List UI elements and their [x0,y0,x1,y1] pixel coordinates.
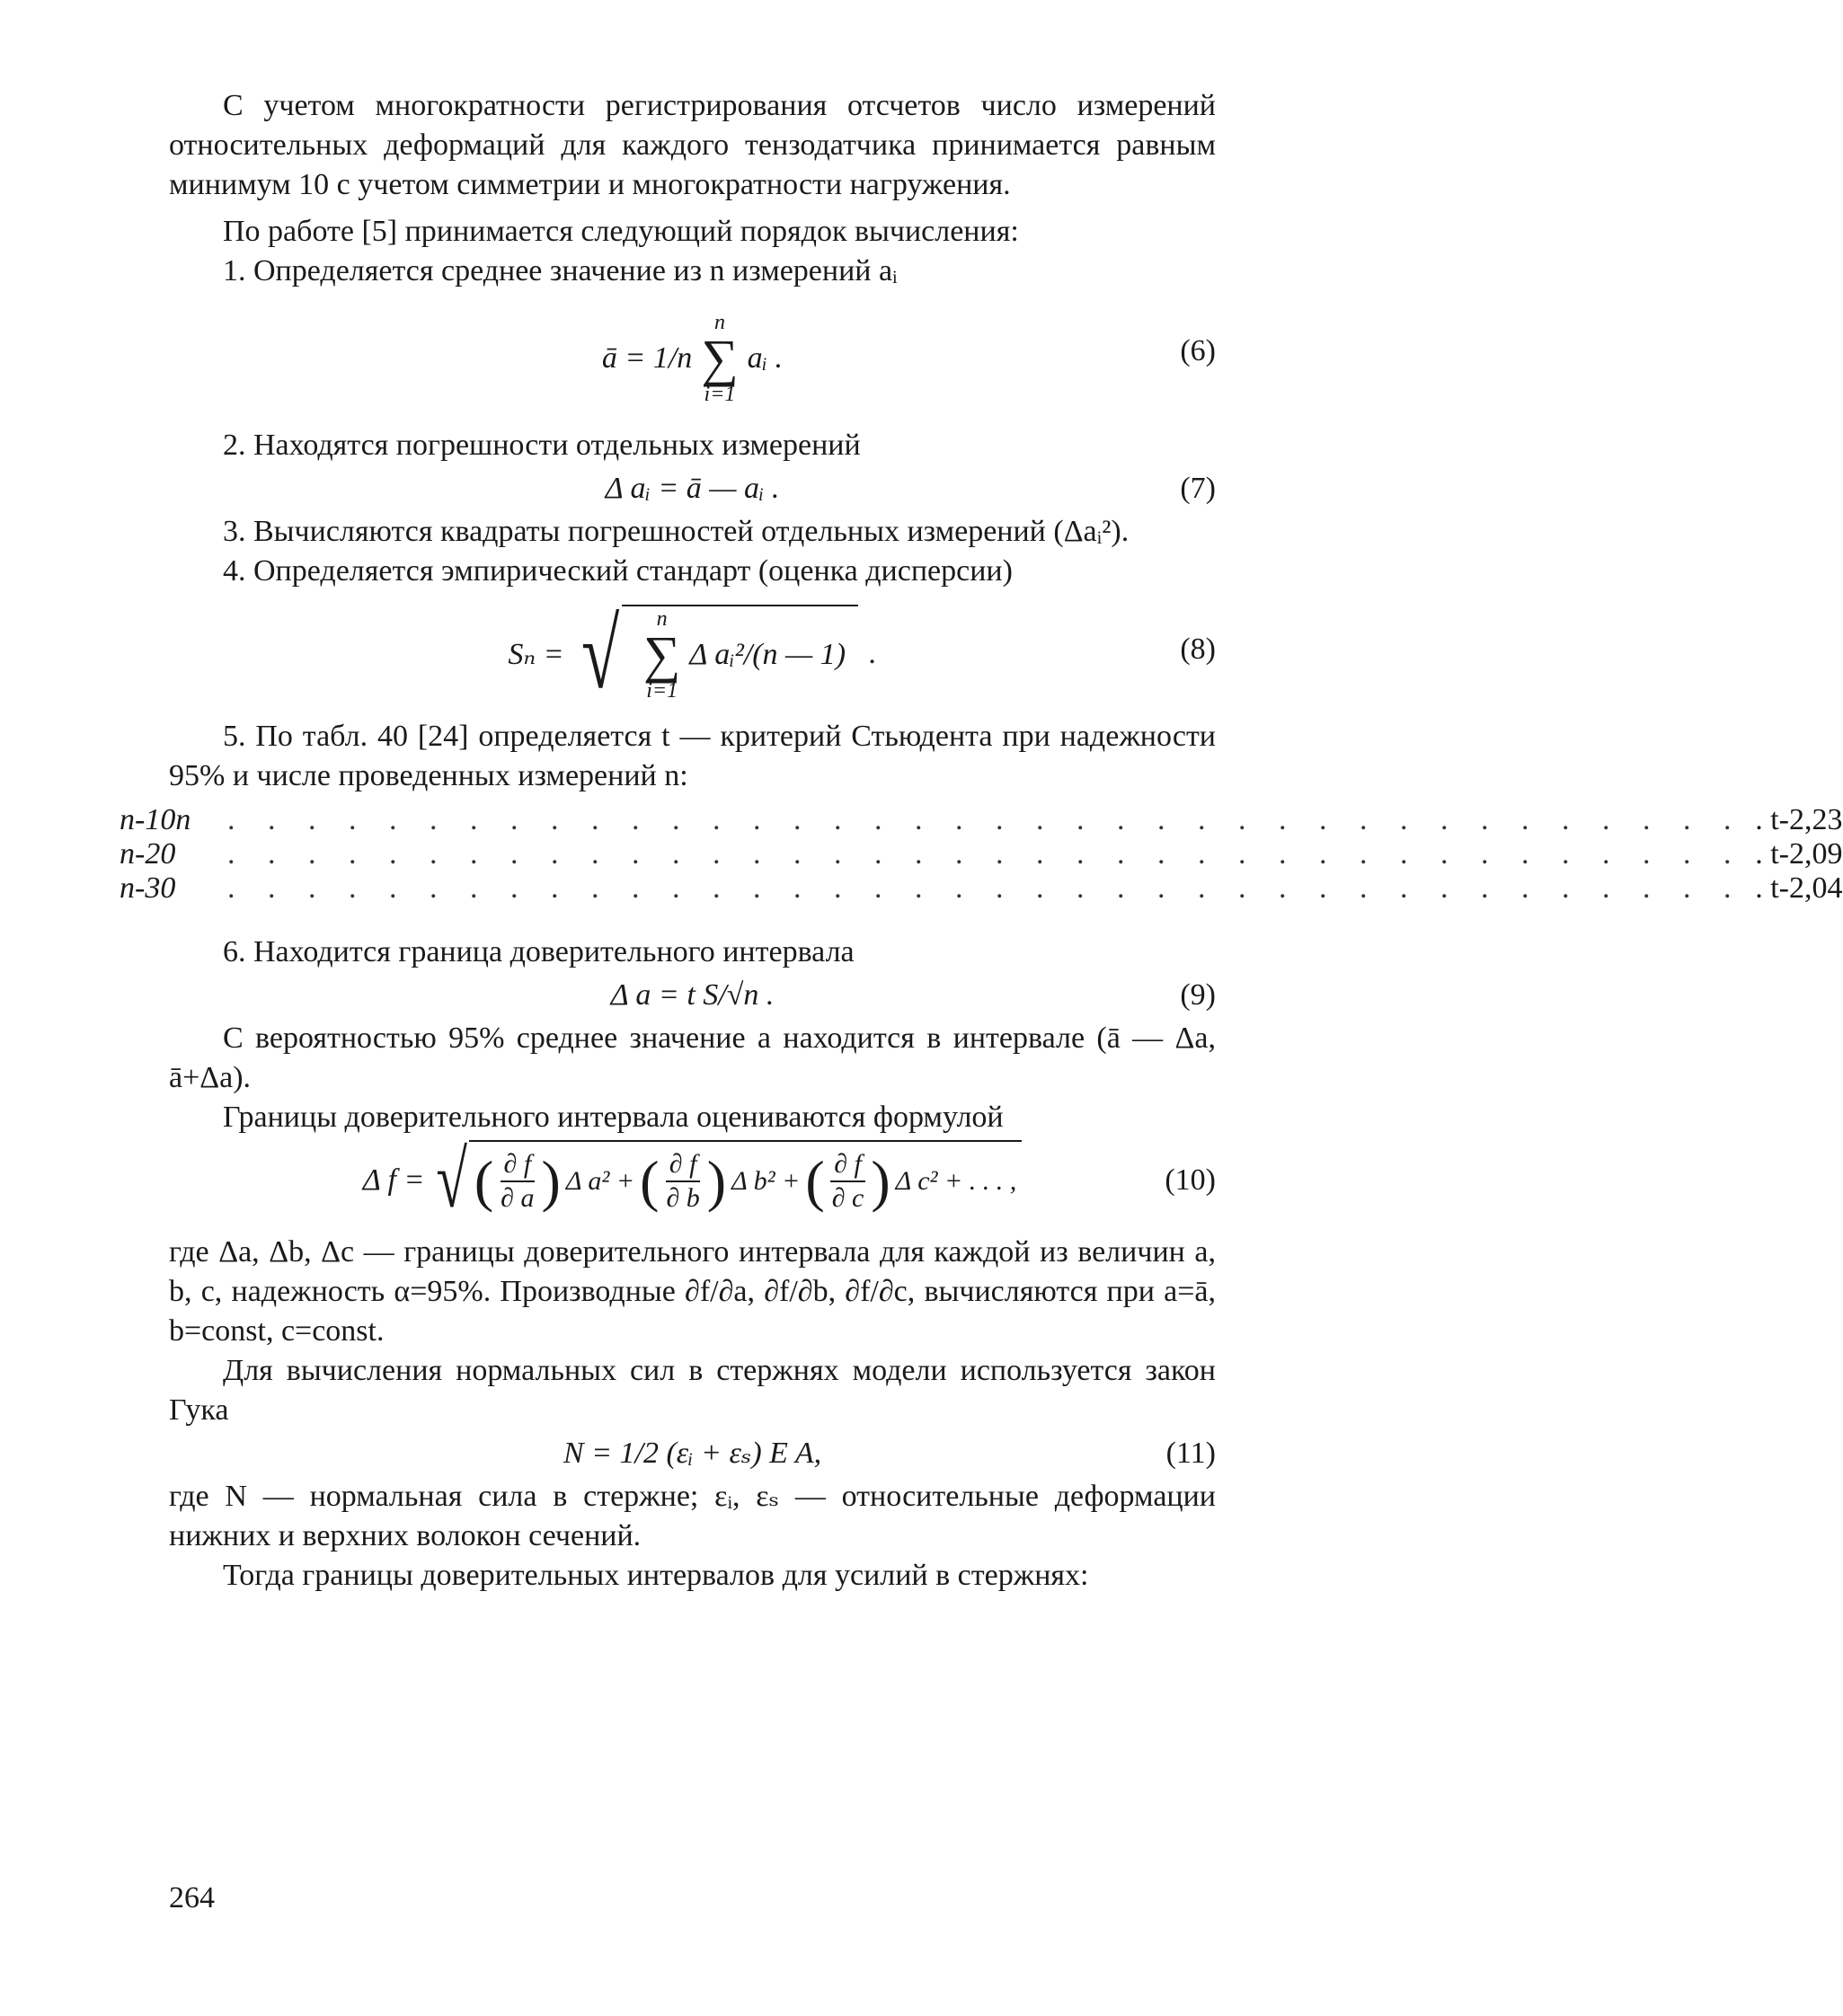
step-3: 3. Вычисляются квадраты погрешностей отдельных измерений (Δaᵢ²). [223,515,1130,548]
step-1: 1. Определяется среднее значение из n измерений aᵢ [223,254,898,287]
paragraph-method: По работе [5] принимается следующий порядок вычисления: [223,215,1019,248]
eq7-body: Δ aᵢ = ā — aᵢ . [605,472,780,505]
numerator: ∂ f [666,1148,701,1182]
table-row: n-30 . . . . . . . . . . . . . . . . . . . . . . . . . . . . . . . . . . . . . . . t-2,04 [120,871,1843,905]
denominator: ∂ c [831,1183,864,1213]
page-number: 264 [169,1881,215,1914]
fraction [828,1148,868,1215]
student-t-table [120,803,1843,906]
paragraph-hooke: Для вычисления нормальных сил в стержнях модели используется закон Гука [169,1354,1216,1427]
sum-symbol: n ∑ i=1 [643,607,681,703]
eq6-term: aᵢ . [747,341,784,375]
row-label: n-10n [120,803,191,836]
eq9-body: Δ a = t S/√n . [610,978,775,1012]
equation-7 [169,465,1216,512]
sum-lower-limit: i=1 [704,383,736,406]
square-root: √ ( $\frac{\partial f}{\partial a}$ ) Δ a² + ( $\frac{\partial f}{\partial b}$ ) Δ b² + ( $\frac{\partial f}{\partial c}$ ) Δ c² + . . . , [430,1140,1022,1221]
eq8-tail: . [869,637,877,670]
sum-symbol: n ∑ i=1 [701,311,739,406]
sum-upper-limit: n [656,607,668,631]
equation-number: (9) [1180,978,1216,1012]
numerator: ∂ f [501,1148,536,1182]
equation-11 [169,1430,1216,1477]
equation-number: (10) [1165,1163,1216,1197]
paragraph-last: Тогда границы доверительных интервалов для усилий в стержнях: [223,1559,1089,1592]
eq10-term-a: Δ a² + [565,1166,635,1196]
row-label: n-20 [120,837,176,871]
paragraph-probability: С вероятностью 95% среднее значение a находится в интервале (ā — Δa, ā+Δa). [169,1021,1216,1094]
equation-6 [169,291,1216,426]
step-4: 4. Определяется эмпирический стандарт (оценка дисперсии) [223,554,1013,588]
paragraph-intro: С учетом многократности регистрирования отсчетов число измерений относительных деформаций для каждого тензодатчика принимается равным минимум 10 с учетом симметрии и многократности нагружения. [169,89,1216,201]
paragraph-where-2: где N — нормальная сила в стержне; εᵢ, εₛ — относительные деформации нижних и верхних волокон сечений. [169,1480,1216,1552]
eq11-body: N = 1/2 (εᵢ + εₛ) E A, [563,1437,822,1470]
eq8-term: Δ aᵢ²/(n — 1) [689,638,846,671]
step-2: 2. Находятся погрешности отдельных измерений [223,429,861,462]
row-value: . t-2,23 [1755,803,1843,836]
table-row: n-10n . . . . . . . . . . . . . . . . . . . . . . . . . . . . . . . . . . . . . . . t-2,23 [120,803,1843,836]
row-value: . t-2,09 [1755,837,1843,871]
equation-number: (8) [1180,632,1216,666]
row-label: n-30 [120,871,176,905]
equation-9 [169,972,1216,1019]
numerator: ∂ f [830,1148,865,1182]
equation-8 [169,591,1216,717]
paragraph-where-1: где Δa, Δb, Δc — границы доверительного интервала для каждой из величин a, b, c, надежность α=95%. Производные ∂f/∂a, ∂f/∂b, ∂f/∂c, вычисляются при a=ā, b=const, c=const. [169,1235,1216,1348]
eq10-lhs: Δ f = [362,1163,425,1197]
denominator: ∂ a [501,1183,535,1213]
row-value: . t-2,04 [1755,871,1843,905]
denominator: ∂ b [666,1183,700,1213]
sum-lower-limit: i=1 [646,679,678,703]
eq8-lhs: Sₙ = [508,638,564,671]
step-6: 6. Находится граница доверительного интервала [223,935,855,968]
eq6-lhs: ā = 1/n [601,341,693,375]
equation-10 [169,1137,1216,1224]
sum-upper-limit: n [713,311,725,334]
fraction [497,1148,537,1215]
eq10-term-c: Δ c² + . . . , [895,1166,1017,1196]
square-root: √ n ∑ i=1 Δ aᵢ²/(n — 1) [573,605,858,703]
table-row: n-20 . . . . . . . . . . . . . . . . . . . . . . . . . . . . . . . . . . . . . . . t-2,09 [120,837,1843,871]
paragraph-bounds: Границы доверительного интервала оцениваются формулой [223,1101,1004,1134]
eq10-term-b: Δ b² + [731,1166,801,1196]
equation-number: (11) [1165,1437,1216,1470]
fraction [662,1148,703,1215]
step-5: 5. По табл. 40 [24] определяется t — критерий Стьюдента при надежности 95% и числе проведенных измерений n: [169,720,1216,792]
text-column [120,86,1843,1596]
equation-number: (7) [1180,472,1216,505]
equation-number: (6) [1180,334,1216,367]
